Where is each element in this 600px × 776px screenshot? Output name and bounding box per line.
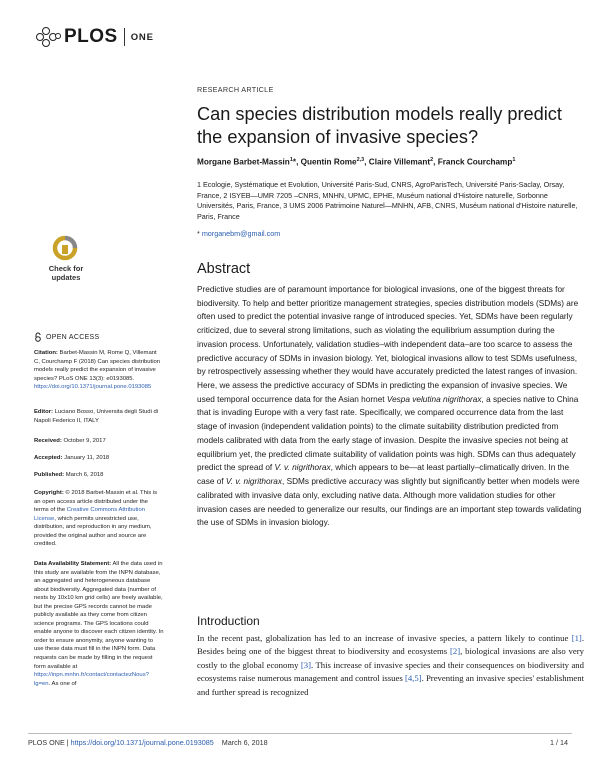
author-affiliation-mark: 2 [430,157,434,163]
species-name: V. v. nigrithorax [225,477,282,487]
species-name: V. v. nigrithorax [274,463,331,473]
intro-segment: , biological invasions are also very costly to the global economy [197,646,584,670]
author-affiliation-mark: 1 [512,157,516,163]
copyright-text: , which permits unrestricted use, distribution, and reproduction in any medium, provided the original author and source are credited. [34,515,152,548]
author-affiliation-mark: 2,3 [356,157,365,163]
inpn-contact-link[interactable]: https://inpn.mnhn.fr/contact/contactezNous?lg=en [34,672,149,687]
abstract-segment: , a species native to China that is invading Europe with a very fast rate. Specifically, we compared occurrence data from the last stage of invasion (independent validation points) to the climate suitability distribution predicted from models calibrated with data from the early stage of invasion. Despite the invasive species not being at equilibrium yet, the predicted climate suitability of validation points was high. SDMs can thus adequately predict the spread of [197,394,579,473]
author-name[interactable]: Quentin Rome [300,157,357,167]
abstract-segment: , SDMs predictive accuracy was slightly but significantly better when models were calibrated with invasive data only, excluding native data. Although more validation studies for other invasion cases are needed to generalize our results, our findings are an important step towards validating the use of SDMs in invasion biology. [197,477,582,528]
author-list: Morgane Barbet-Massin$^1$*, Quentin Rome$^{2,3}$, Claire Villemant$^2$, Franck Courchamp$^1$ [197,157,516,167]
citation [34,349,164,392]
reference-link[interactable]: [4,5] [404,673,422,684]
editor-label: Editor: [34,409,53,415]
data-availability-label: Data Availability Statement: [34,561,112,567]
received-value: October 9, 2017 [63,438,106,444]
footer-date: March 6, 2018 [221,738,268,747]
data-availability [34,560,164,688]
footer-doi-link[interactable]: https://doi.org/10.1371/journal.pone.0193085 [70,738,214,747]
accepted-label: Accepted: [34,455,63,461]
received-label: Received: [34,438,62,444]
open-lock-icon [34,332,42,342]
author-affiliation-mark: 1 [289,157,293,163]
copyright [34,489,164,549]
published-date [34,471,164,480]
copyright-label: Copyright: [34,490,64,496]
copyright-text: © 2018 Barbet-Massin et al. This is an open access article distributed under the terms of the [34,490,158,514]
published-label: Published: [34,472,65,478]
article-title: Can species distribution models really predict the expansion of invasive species? [197,104,562,147]
abstract-segment: Predictive studies are of paramount importance for biological invasions, one of the biggest threats for biodiversity. To help and better prioritize management strategies, species distribution models (SDMs) are often used to predict the potential invasive range of introduced species. Yet, SDMs have been regularly criticized, due to several strong limitations, such as violating the equilibrium assumption during the invasion process. Unfortunately, validation studies–with independent data–are too scarce to assess the predictive accuracy of SDMs in invasion biology. Yet, biological invasions allow to test SDMs usefulness, by retrospectively assessing whether they would have accurately predicted the latest ranges of invasion. Here, we assess the predictive accuracy of SDMs in predicting the expansion of invasive species. We used temporal occurrence data for the Asian hornet [197,285,579,404]
check-updates-icon [38,235,92,265]
reference-link[interactable]: [3] [300,659,312,670]
accepted-value: January 11, 2018 [64,455,110,461]
logo-separator [124,28,125,46]
species-name: Vespa velutina nigrithorax [386,394,482,404]
journal-name: ONE [130,31,154,43]
received-date [34,437,164,446]
reference-link[interactable]: [2] [449,646,461,657]
email-link[interactable]: morganebm@gmail.com [201,229,281,238]
data-availability-text: All the data used in this study are available from the INPN database, an aggregated and heterogeneous database about biodiversity. Aggregated data (number of nests by 10x10 km grid cells) are freely available, but the precise GPS records cannot be made publicly available as they come from citizen science programs. The GPS locations could enable anyone to discover each citizen identity. In order to ensure anonymity, anyone wanting to use these data must fill in the INPN form. Data requests can be made by filling in the request form available at [34,561,164,670]
data-availability-text: . As one of [48,680,77,687]
article-type: RESEARCH ARTICLE [197,85,274,94]
introduction-text [197,632,584,699]
introduction-heading: Introduction [197,614,260,628]
footer-divider [28,733,572,734]
logo-text: PLOS [64,26,118,47]
footer-citation [28,738,268,747]
intro-segment: . Preventing an invasive species' establishment and further spread is recognized [197,673,584,697]
affiliations: 1 Ecologie, Systématique et Evolution, Université Paris-Sud, CNRS, AgroParisTech, Université Paris-Saclay, Orsay, France, 2 ISYEB—UMR 7205 –CNRS, MNHN, UPMC, EPHE, Muséum national d'Histoire naturelle, Sorbonne Universités, Paris, France, 3 UMS 2006 Patrimoine Naturel—MNHN, AFB, CNRS, Muséum national d'Histoire naturelle, Paris, France [197,180,578,221]
license-link[interactable]: Creative Commons Attribution License [34,507,145,522]
intro-segment: . This increase of invasive species and their consequences on biodiversity and ecosystems raise numerous management and control issues [197,659,584,684]
footer-journal: PLOS ONE [28,738,65,747]
intro-segment: . Besides being one of the biggest threat to biodiversity and ecosystems [197,633,584,657]
citation-label: Citation: [34,350,58,356]
corresponding-mark: * [292,157,297,167]
reference-link[interactable]: [1] [571,633,582,643]
plos-logo-icon [36,26,62,48]
published-value: March 6, 2018 [65,472,104,478]
author-name[interactable]: Claire Villemant [368,157,431,167]
email-marker: * [197,229,200,238]
abstract-text [197,283,582,530]
editor-text: Luciano Bosso, Universita degli Studi di Napoli Federico II, ITALY [34,409,159,424]
citation-text: Barbet-Massin M, Rome Q, Villemant C, Courchamp F (2018) Can species distribution models really predict the expansion of invasive species? PLoS ONE 13(3): e0193085. [34,350,161,382]
editor [34,408,164,425]
open-access-label: OPEN ACCESS [46,333,100,341]
page-number: 1 / 14 [550,738,568,747]
open-access-badge [34,332,99,342]
abstract-segment: , which appears to be—at least partially–climatically driven. In the case of [197,463,570,487]
author-name[interactable]: Franck Courchamp [437,157,513,167]
intro-segment: In the recent past, globalization has led to an increase of invasive species, a pattern likely to continue [197,633,572,643]
accepted-date [34,454,164,463]
check-for-updates-label: Check for updates [48,264,84,282]
footer-separator: | [64,738,71,747]
correspondence-email [197,229,280,238]
author-name[interactable]: Morgane Barbet-Massin [197,157,290,167]
plos-logo[interactable] [36,25,154,49]
citation-doi-link[interactable]: https://doi.org/10.1371/journal.pone.0193085 [34,384,152,391]
abstract-heading: Abstract [197,261,251,277]
